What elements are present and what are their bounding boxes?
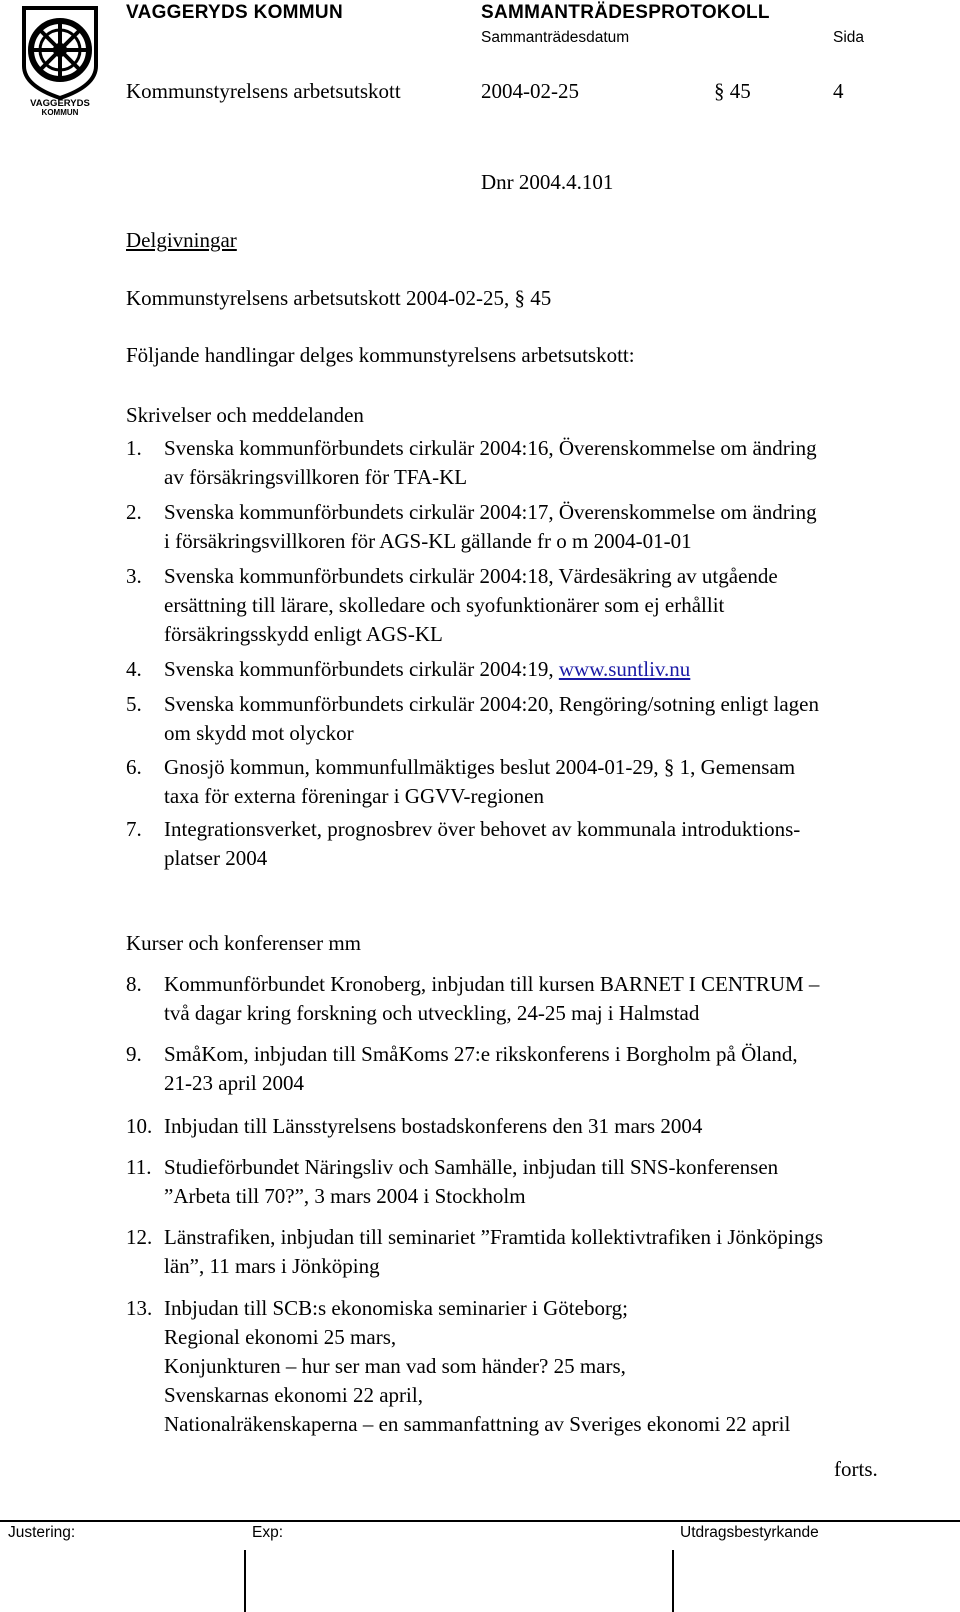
item-line: taxa för externa föreningar i GGVV-regionen bbox=[164, 784, 544, 808]
item-line: ”Arbeta till 70?”, 3 mars 2004 i Stockholm bbox=[164, 1184, 526, 1208]
item-number: 2. bbox=[126, 500, 142, 524]
case-intro: Följande handlingar delges kommunstyrelsens arbetsutskott: bbox=[126, 343, 635, 367]
item-line: försäkringsskydd enligt AGS-KL bbox=[164, 622, 443, 646]
continued-note: forts. bbox=[834, 1457, 878, 1481]
letters-heading: Skrivelser och meddelanden bbox=[126, 403, 364, 427]
item-number: 8. bbox=[126, 972, 142, 996]
logo-text-line1: VAGGERYDS bbox=[30, 98, 90, 109]
list-item bbox=[126, 1294, 946, 1439]
item-line: Svenska kommunförbundets cirkulär 2004:18, Värdesäkring av utgående bbox=[164, 564, 778, 588]
justering-label: Justering: bbox=[8, 1524, 76, 1541]
item-line: SmåKom, inbjudan till SmåKoms 27:e rikskonferens i Borgholm på Öland, bbox=[164, 1042, 798, 1066]
list-item bbox=[126, 690, 946, 748]
item-number: 11. bbox=[126, 1155, 152, 1179]
item-number: 5. bbox=[126, 692, 142, 716]
item-line: län”, 11 mars i Jönköping bbox=[164, 1254, 380, 1278]
exp-label: Exp: bbox=[252, 1524, 284, 1541]
utdrag-label: Utdragsbestyrkande bbox=[680, 1524, 819, 1541]
item-line: Gnosjö kommun, kommunfullmäktiges beslut 2004-01-29, § 1, Gemensam bbox=[164, 755, 796, 779]
meeting-date-label: Sammanträdesdatum bbox=[481, 29, 630, 46]
protocol-title: SAMMANTRÄDESPROTOKOLL bbox=[481, 2, 770, 23]
item-line: 21-23 april 2004 bbox=[164, 1071, 304, 1095]
municipality-name: VAGGERYDS KOMMUN bbox=[126, 2, 343, 23]
page-label: Sida bbox=[833, 29, 865, 46]
item-line: Integrationsverket, prognosbrev över behovet av kommunala introduktions- bbox=[164, 817, 801, 841]
dnr: Dnr 2004.4.101 bbox=[481, 170, 614, 194]
item-number: 13. bbox=[126, 1296, 153, 1320]
item-number: 12. bbox=[126, 1225, 153, 1249]
item-line: av försäkringsvillkoren för TFA-KL bbox=[164, 465, 468, 489]
list-item bbox=[126, 655, 946, 684]
courses-heading: Kurser och konferenser mm bbox=[126, 931, 361, 955]
municipality-coat-of-arms bbox=[18, 4, 102, 116]
list-item bbox=[126, 1153, 946, 1211]
list-item bbox=[126, 753, 946, 811]
case-reference: Kommunstyrelsens arbetsutskott 2004-02-25, § 45 bbox=[126, 286, 552, 310]
list-item bbox=[126, 1223, 946, 1281]
section-number: § 45 bbox=[714, 79, 751, 103]
page-number: 4 bbox=[833, 79, 844, 103]
footer-divider bbox=[672, 1550, 674, 1612]
committee-name: Kommunstyrelsens arbetsutskott bbox=[126, 79, 401, 103]
list-item bbox=[126, 1040, 946, 1098]
item-line: om skydd mot olyckor bbox=[164, 721, 354, 745]
item-number: 4. bbox=[126, 657, 142, 681]
item-line: Svenska kommunförbundets cirkulär 2004:17, Överenskommelse om ändring bbox=[164, 500, 817, 524]
item-line: Konjunkturen – hur ser man vad som händer? 25 mars, bbox=[164, 1354, 626, 1378]
item-line: ersättning till lärare, skolledare och syofunktionärer som ej erhållit bbox=[164, 593, 725, 617]
item-number: 6. bbox=[126, 755, 142, 779]
list-item bbox=[126, 970, 946, 1028]
wheel-icon bbox=[31, 21, 89, 79]
item-number: 9. bbox=[126, 1042, 142, 1066]
list-item bbox=[126, 1112, 946, 1141]
item-line: Regional ekonomi 25 mars, bbox=[164, 1325, 397, 1349]
list-item bbox=[126, 434, 946, 492]
item-number: 7. bbox=[126, 817, 142, 841]
item-line: Svenska kommunförbundets cirkulär 2004:19, bbox=[164, 657, 559, 681]
item-number: 10. bbox=[126, 1114, 153, 1138]
case-title: Delgivningar bbox=[126, 228, 237, 252]
meeting-date: 2004-02-25 bbox=[481, 79, 579, 103]
footer-rule bbox=[0, 1520, 960, 1522]
item-line: Svenska kommunförbundets cirkulär 2004:20, Rengöring/sotning enligt lagen bbox=[164, 692, 819, 716]
item-line: Svenska kommunförbundets cirkulär 2004:16, Överenskommelse om ändring bbox=[164, 436, 817, 460]
item-line: Inbjudan till Länsstyrelsens bostadskonferens den 31 mars 2004 bbox=[164, 1114, 703, 1138]
item-line: Länstrafiken, inbjudan till seminariet ”Framtida kollektivtrafiken i Jönköpings bbox=[164, 1225, 824, 1249]
item-line: Nationalräkenskaperna – en sammanfattning av Sveriges ekonomi 22 april bbox=[164, 1412, 791, 1436]
item-line: Kommunförbundet Kronoberg, inbjudan till kursen BARNET I CENTRUM – bbox=[164, 972, 820, 996]
item-line: platser 2004 bbox=[164, 846, 268, 870]
item-line: Svenskarnas ekonomi 22 april, bbox=[164, 1383, 423, 1407]
logo-text-line2: KOMMUN bbox=[41, 108, 79, 116]
list-item bbox=[126, 562, 946, 649]
footer-divider bbox=[244, 1550, 246, 1612]
item-line: Studieförbundet Näringsliv och Samhälle, inbjudan till SNS-konferensen bbox=[164, 1155, 779, 1179]
list-item bbox=[126, 498, 946, 556]
item-number: 1. bbox=[126, 436, 142, 460]
suntliv-link[interactable]: www.suntliv.nu bbox=[558, 657, 691, 681]
list-item bbox=[126, 815, 946, 873]
item-number: 3. bbox=[126, 564, 142, 588]
item-line: två dagar kring forskning och utveckling, 24-25 maj i Halmstad bbox=[164, 1001, 700, 1025]
item-line: Inbjudan till SCB:s ekonomiska seminarier i Göteborg; bbox=[164, 1296, 628, 1320]
item-line: i försäkringsvillkoren för AGS-KL gällande fr o m 2004-01-01 bbox=[164, 529, 692, 553]
